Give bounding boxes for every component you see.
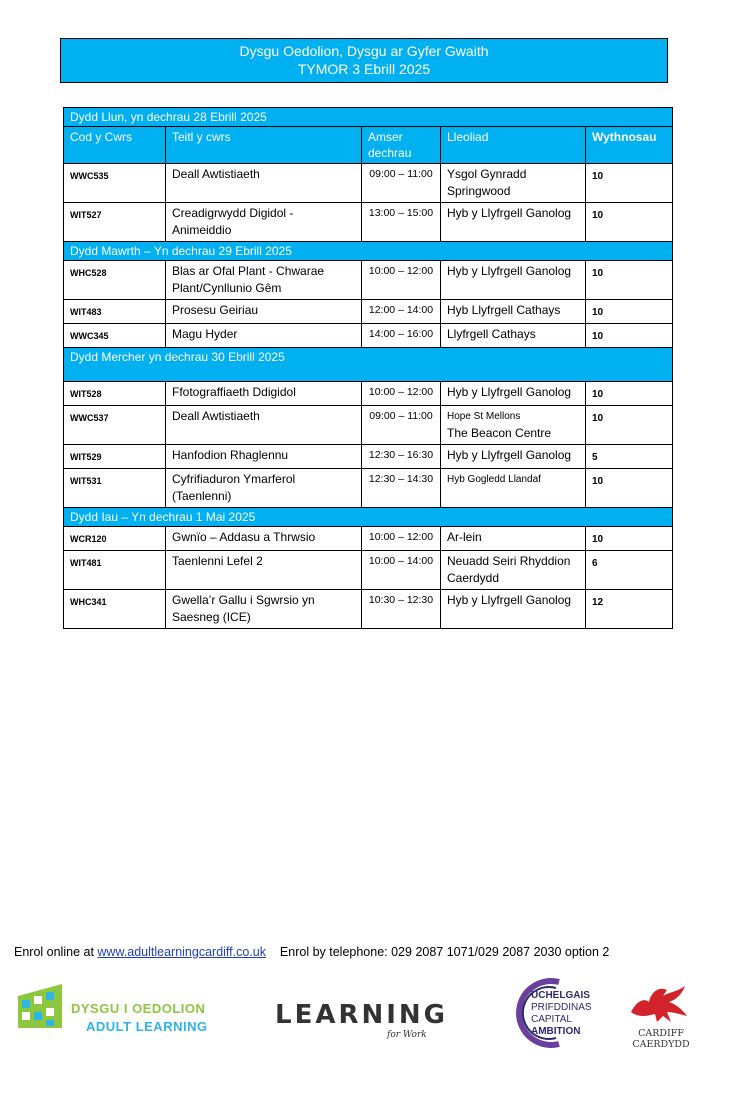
enrol-online-text: Enrol online at [14, 945, 98, 959]
cardiff-logo-line-1: CARDIFF [638, 1028, 684, 1039]
course-weeks: 10 [586, 324, 673, 348]
day-header-row [64, 508, 673, 527]
course-weeks: 10 [586, 261, 673, 300]
table-row [64, 164, 673, 203]
capital-ambition-arc-icon [514, 978, 584, 1048]
course-time: 12:30 – 14:30 [362, 469, 441, 508]
table-row [64, 203, 673, 242]
course-title: Deall Awtistiaeth [166, 164, 362, 203]
document-title [60, 38, 668, 83]
course-location: Hyb y Llyfrgell Ganolog [441, 382, 586, 406]
cardiff-logo-line-2: CAERDYDD [632, 1039, 690, 1050]
capital-ambition-logo [514, 978, 614, 1048]
table-row [64, 300, 673, 324]
day-label: Dydd Iau – Yn dechrau 1 Mai 2025 [64, 508, 673, 527]
course-location [441, 469, 586, 508]
day-header-row [64, 348, 673, 382]
course-time: 09:00 – 11:00 [362, 164, 441, 203]
day-header-row [64, 242, 673, 261]
course-location: Hyb Llyfrgell Cathays [441, 300, 586, 324]
table-row [64, 590, 673, 629]
title-line-2: TYMOR 3 Ebrill 2025 [297, 61, 431, 77]
course-code: WIT527 [64, 203, 166, 242]
course-time: 13:00 – 15:00 [362, 203, 441, 242]
course-time: 12:00 – 14:00 [362, 300, 441, 324]
course-title: Hanfodion Rhaglennu [166, 445, 362, 469]
course-location: Ar-lein [441, 527, 586, 551]
course-location [441, 406, 586, 445]
enrol-online-link[interactable]: www.adultlearningcardiff.co.uk [97, 945, 267, 959]
cardiff-council-logo [622, 982, 702, 1052]
enrol-footer [14, 945, 609, 959]
course-title: Prosesu Geiriau [166, 300, 362, 324]
course-weeks: 10 [586, 300, 673, 324]
course-location-line-2: The Beacon Centre [447, 426, 552, 440]
dysgu-logo-line-1: DYSGU I OEDOLION [71, 1001, 206, 1016]
table-row [64, 406, 673, 445]
col-header-location: Lleoliad [441, 127, 586, 164]
course-title: Cyfrifiaduron Ymarferol (Taenlenni) [166, 469, 362, 508]
course-location: Hyb y Llyfrgell Ganolog [441, 203, 586, 242]
course-location-line-1: Hope St Mellons [447, 411, 521, 422]
capital-logo-line-2: PRIFDDINAS [531, 1002, 592, 1013]
course-code: WWC537 [64, 406, 166, 445]
course-weeks: 6 [586, 551, 673, 590]
course-weeks: 10 [586, 203, 673, 242]
course-weeks: 5 [586, 445, 673, 469]
course-title: Creadigrwydd Digidol - Animeiddio [166, 203, 362, 242]
table-row [64, 551, 673, 590]
enrol-phone-text: Enrol by telephone: 029 2087 1071/029 2087 2030 option 2 [279, 945, 610, 959]
learning-logo-sub: for Work [387, 1030, 427, 1040]
course-time: 14:00 – 16:00 [362, 324, 441, 348]
course-weeks: 10 [586, 164, 673, 203]
col-header-time: Amser dechrau [362, 127, 441, 164]
learning-logo-word: LEARNING [275, 1000, 449, 1030]
adult-learning-mark-icon [16, 982, 64, 1030]
course-location: Neuadd Seiri Rhyddion Caerdydd [441, 551, 586, 590]
course-title: Magu Hyder [166, 324, 362, 348]
course-time: 09:00 – 11:00 [362, 406, 441, 445]
course-code: WIT528 [64, 382, 166, 406]
course-title: Blas ar Ofal Plant - Chwarae Plant/Cynllunio Gêm [166, 261, 362, 300]
day-label: Dydd Mawrth – Yn dechrau 29 Ebrill 2025 [64, 242, 673, 261]
course-time: 10:00 – 12:00 [362, 261, 441, 300]
course-code: WWC535 [64, 164, 166, 203]
course-title: Taenlenni Lefel 2 [166, 551, 362, 590]
course-location: Hyb y Llyfrgell Ganolog [441, 590, 586, 629]
course-weeks: 10 [586, 382, 673, 406]
footer-spacer [266, 945, 280, 959]
table-row [64, 469, 673, 508]
course-weeks: 10 [586, 469, 673, 508]
course-code: WIT483 [64, 300, 166, 324]
course-time: 12:30 – 16:30 [362, 445, 441, 469]
day-label: Dydd Mercher yn dechrau 30 Ebrill 2025 [64, 348, 673, 382]
course-schedule-table [63, 107, 673, 629]
table-row [64, 445, 673, 469]
course-location: Ysgol Gynradd Springwood [441, 164, 586, 203]
course-code: WHC341 [64, 590, 166, 629]
course-title: Ffotograffiaeth Ddigidol [166, 382, 362, 406]
welsh-dragon-icon [627, 982, 691, 1024]
course-location: Hyb y Llyfrgell Ganolog [441, 261, 586, 300]
course-weeks: 10 [586, 527, 673, 551]
course-location: Llyfrgell Cathays [441, 324, 586, 348]
course-code: WHC528 [64, 261, 166, 300]
course-code: WIT481 [64, 551, 166, 590]
course-code: WIT529 [64, 445, 166, 469]
col-header-title: Teitl y cwrs [166, 127, 362, 164]
course-weeks: 10 [586, 406, 673, 445]
column-header-row [64, 127, 673, 164]
learning-for-work-logo [275, 1000, 450, 1050]
course-location-line-1: Hyb Gogledd Llandaf [447, 474, 541, 485]
dysgu-logo-line-2: ADULT LEARNING [86, 1019, 208, 1034]
course-time: 10:30 – 12:30 [362, 590, 441, 629]
col-header-code: Cod y Cwrs [64, 127, 166, 164]
table-row [64, 382, 673, 406]
course-title: Deall Awtistiaeth [166, 406, 362, 445]
course-time: 10:00 – 12:00 [362, 527, 441, 551]
course-location: Hyb y Llyfrgell Ganolog [441, 445, 586, 469]
day-label: Dydd Llun, yn dechrau 28 Ebrill 2025 [64, 108, 673, 127]
capital-logo-line-1: UCHELGAIS [531, 990, 590, 1001]
title-line-1: Dysgu Oedolion, Dysgu ar Gyfer Gwaith [239, 43, 489, 59]
capital-logo-line-3: CAPITAL [531, 1014, 572, 1025]
capital-logo-line-4: AMBITION [531, 1026, 581, 1037]
dysgu-i-oedolion-logo [16, 982, 236, 1032]
course-time: 10:00 – 14:00 [362, 551, 441, 590]
course-code: WWC345 [64, 324, 166, 348]
course-title: Gwnïo – Addasu a Thrwsio [166, 527, 362, 551]
course-weeks: 12 [586, 590, 673, 629]
table-row [64, 324, 673, 348]
course-title: Gwella’r Gallu i Sgwrsio yn Saesneg (ICE) [166, 590, 362, 629]
col-header-weeks: Wythnosau [586, 127, 673, 164]
course-time: 10:00 – 12:00 [362, 382, 441, 406]
day-header-row [64, 108, 673, 127]
table-row [64, 261, 673, 300]
course-code: WCR120 [64, 527, 166, 551]
table-row [64, 527, 673, 551]
course-code: WIT531 [64, 469, 166, 508]
